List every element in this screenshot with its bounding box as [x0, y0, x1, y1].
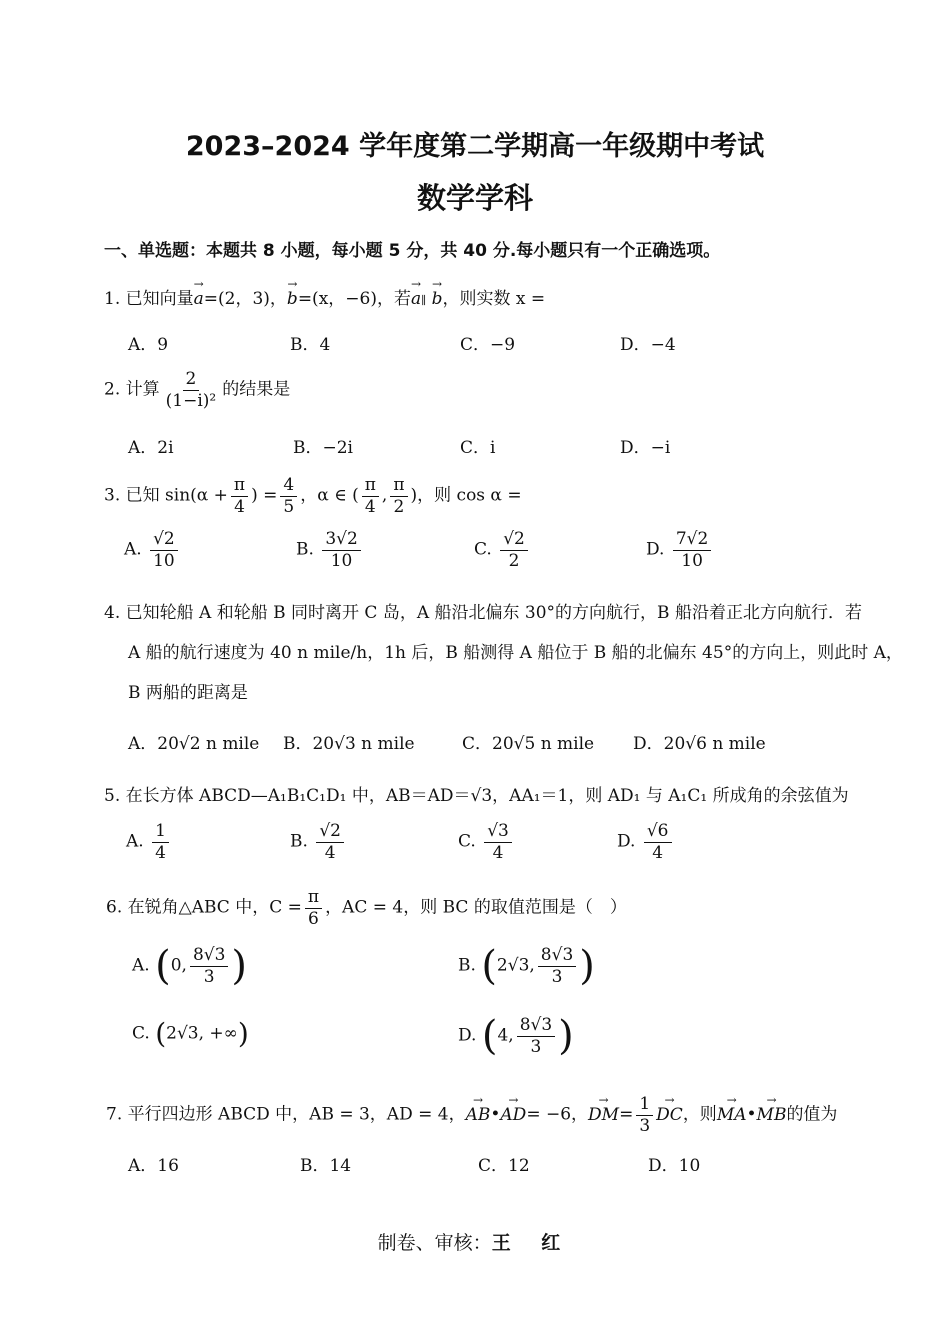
option-label: D. [458, 1025, 477, 1046]
option-d: D．10 [648, 1156, 701, 1176]
question-number: 6. [106, 897, 123, 918]
option-label: C. [474, 539, 492, 560]
right-paren: ) [579, 943, 595, 990]
question-text: 在长方体 ABCD—A₁B₁C₁D₁ 中，AB＝AD＝√3，AA₁＝1，则 AD₁ 与 A₁C₁ 所成角的余弦值为 [125, 786, 849, 806]
option-c [132, 1017, 249, 1050]
denominator: 10 [681, 550, 703, 571]
option-a: A．16 [128, 1156, 179, 1176]
question-number: 5. [104, 786, 121, 806]
denominator: 4 [652, 842, 664, 863]
footer-name: 王 红 [491, 1232, 573, 1254]
option-a [124, 530, 181, 570]
denominator: 4 [324, 842, 336, 863]
question-text-line-2: A 船的航行速度为 40 n mile/h，1h 后，B 船测得 A 船位于 B 船的北偏东 45°的方向上，则此时 A， [128, 643, 903, 663]
option-d: D．−i [620, 438, 671, 458]
option-c: C．12 [478, 1156, 530, 1176]
question-text: 已知 sin(α + [125, 485, 228, 506]
vector-mb: → MB [757, 1105, 787, 1125]
fraction [644, 822, 672, 862]
option-c [474, 530, 531, 570]
interval-left: 2√3, [496, 955, 535, 976]
question-text: 在锐角△ABC 中，C = [127, 897, 302, 918]
question-3 [104, 476, 522, 516]
denominator: 5 [283, 496, 295, 517]
option-d: D．20√6 n mile [633, 734, 766, 754]
option-b [296, 530, 364, 570]
numerator: 4 [280, 476, 297, 497]
question-number: 2. [104, 379, 121, 400]
left-paren: ( [481, 943, 497, 990]
denominator: 4 [364, 496, 376, 517]
option-c: C．i [460, 438, 496, 458]
option-b: B．4 [290, 335, 331, 355]
numerator: 3√2 [322, 530, 360, 551]
interval-left: 4, [497, 1025, 514, 1046]
question-5 [104, 781, 849, 806]
subject-title: 数学学科 [416, 181, 533, 215]
fraction [484, 822, 512, 862]
numerator: √2 [150, 530, 178, 551]
denominator: 3 [203, 966, 215, 987]
denominator: 4 [155, 842, 166, 863]
option-label: C. [458, 831, 476, 852]
numerator: 8√3 [517, 1016, 555, 1037]
numerator: √2 [500, 530, 528, 551]
question-text: =(2，3)， [203, 289, 287, 309]
question-text-line-3: B 两船的距离是 [128, 683, 248, 703]
denominator: 2 [393, 496, 405, 517]
numerator: π [231, 476, 248, 497]
option-label: D. [617, 831, 636, 852]
question-text: = −6， [526, 1104, 589, 1125]
option-label: A. [132, 955, 150, 976]
vector-b: → b [287, 289, 298, 309]
vector-ab: → AB [466, 1105, 491, 1125]
denominator: (1−i)² [165, 390, 217, 411]
option-label: B. [290, 831, 308, 852]
numerator: 1 [636, 1095, 653, 1116]
question-text: 平行四边形 ABCD 中，AB = 3，AD = 4， [127, 1104, 466, 1125]
option-d [617, 822, 675, 862]
denominator: 4 [492, 842, 504, 863]
denominator: 2 [508, 550, 520, 571]
denominator: 3 [551, 966, 563, 987]
question-number: 3. [104, 485, 121, 506]
question-text: 的结果是 [222, 379, 291, 400]
left-paren: ( [155, 943, 171, 990]
question-6 [106, 888, 627, 928]
numerator: 8√3 [538, 946, 576, 967]
question-text: ，则实数 x = [442, 289, 546, 309]
denominator: 6 [308, 908, 319, 929]
question-number: 4. [104, 603, 121, 623]
question-text: 已知向量 [125, 289, 194, 309]
question-text: ，则 [682, 1104, 717, 1125]
right-paren: ) [558, 1013, 574, 1060]
option-label: D. [646, 539, 665, 560]
denominator: 10 [153, 550, 175, 571]
option-a: A．2i [128, 438, 174, 458]
denominator: 3 [530, 1036, 542, 1057]
option-label: C. [132, 1023, 150, 1044]
denominator: 3 [639, 1115, 651, 1136]
option-a: A．9 [128, 335, 169, 355]
question-text: ，α ∈ ( [300, 485, 359, 506]
numerator: π [390, 476, 407, 497]
fraction [150, 530, 178, 570]
question-4 [104, 598, 862, 623]
footer [0, 1228, 950, 1255]
option-a: A．20√2 n mile [128, 734, 260, 754]
option-d [458, 1013, 574, 1060]
question-text: )，则 cos α = [410, 485, 522, 506]
fraction [280, 476, 297, 516]
option-b: B．14 [300, 1156, 352, 1176]
fraction [517, 1016, 555, 1056]
option-c [458, 822, 515, 862]
question-text: ) = [251, 485, 278, 506]
fraction [152, 822, 169, 862]
option-d [646, 530, 714, 570]
question-text-line-1: 已知轮船 A 和轮船 B 同时离开 C 岛，A 船沿北偏东 30°的方向航行，B 船沿着正北方向航行．若 [125, 603, 862, 623]
numerator: π [305, 888, 322, 909]
footer-label: 制卷、审核： [377, 1232, 492, 1254]
option-b [458, 943, 595, 990]
numerator: π [362, 476, 379, 497]
numerator: √2 [316, 822, 344, 843]
denominator: 10 [330, 550, 353, 571]
vector-a: → a [411, 289, 421, 309]
question-number: 1. [104, 289, 121, 309]
question-2 [104, 370, 290, 410]
interval-left: 0, [170, 955, 187, 976]
option-b: B．−2i [293, 438, 353, 458]
numerator: √6 [644, 822, 672, 843]
question-7 [106, 1095, 837, 1135]
fraction [538, 946, 576, 986]
question-text: =(x，−6)，若 [297, 289, 411, 309]
option-c: C．−9 [460, 335, 516, 355]
interval: 2√3, +∞ [166, 1023, 238, 1044]
vector-dc: → DC [656, 1105, 683, 1125]
right-paren: ) [231, 943, 248, 990]
denominator: 4 [234, 496, 245, 517]
question-text: 的值为 [786, 1104, 838, 1125]
option-a [126, 822, 172, 862]
fraction [305, 888, 322, 928]
fraction [190, 946, 228, 986]
fraction [500, 530, 528, 570]
left-paren: ( [155, 1017, 167, 1050]
numerator: 1 [152, 822, 169, 843]
option-b [290, 822, 347, 862]
fraction [673, 530, 711, 570]
parallel-symbol: ∥ [421, 294, 427, 307]
option-label: A. [124, 539, 142, 560]
question-1 [104, 284, 545, 309]
fraction [163, 370, 220, 410]
fraction [231, 476, 248, 516]
numerator: 7√2 [673, 530, 711, 551]
page-title: 2023–2024 学年度第二学期高一年级期中考试 [185, 131, 765, 162]
question-text: , [381, 485, 388, 506]
vector-b: → b [432, 289, 443, 309]
vector-ma: → MA [717, 1105, 747, 1125]
option-label: B. [296, 539, 314, 560]
option-label: A. [126, 831, 144, 852]
section-heading: 一、单选题：本题共 8 小题，每小题 5 分，共 40 分.每小题只有一个正确选项。 [104, 241, 721, 261]
numerator: √3 [484, 822, 512, 843]
fraction [362, 476, 379, 516]
dot-symbol: • [746, 1104, 757, 1125]
fraction [636, 1095, 653, 1135]
left-paren: ( [481, 1013, 498, 1060]
vector-a: → a [194, 289, 204, 309]
numerator: 8√3 [190, 946, 228, 967]
fraction [322, 530, 360, 570]
option-c: C．20√5 n mile [462, 734, 595, 754]
question-text: = [619, 1104, 634, 1125]
fraction [390, 476, 407, 516]
question-number: 7. [106, 1104, 123, 1125]
dot-symbol: • [490, 1104, 501, 1125]
vector-ad: → AD [500, 1105, 526, 1125]
question-text: ，AC = 4，则 BC 的取值范围是（ ） [325, 897, 627, 918]
question-text: 计算 [125, 379, 160, 400]
right-paren: ) [237, 1017, 249, 1050]
option-b: B．20√3 n mile [283, 734, 415, 754]
option-d: D．−4 [620, 335, 676, 355]
option-label: B. [458, 955, 476, 976]
option-a [132, 943, 248, 990]
fraction [316, 822, 344, 862]
numerator: 2 [183, 370, 200, 391]
vector-dm: → DM [588, 1105, 619, 1125]
